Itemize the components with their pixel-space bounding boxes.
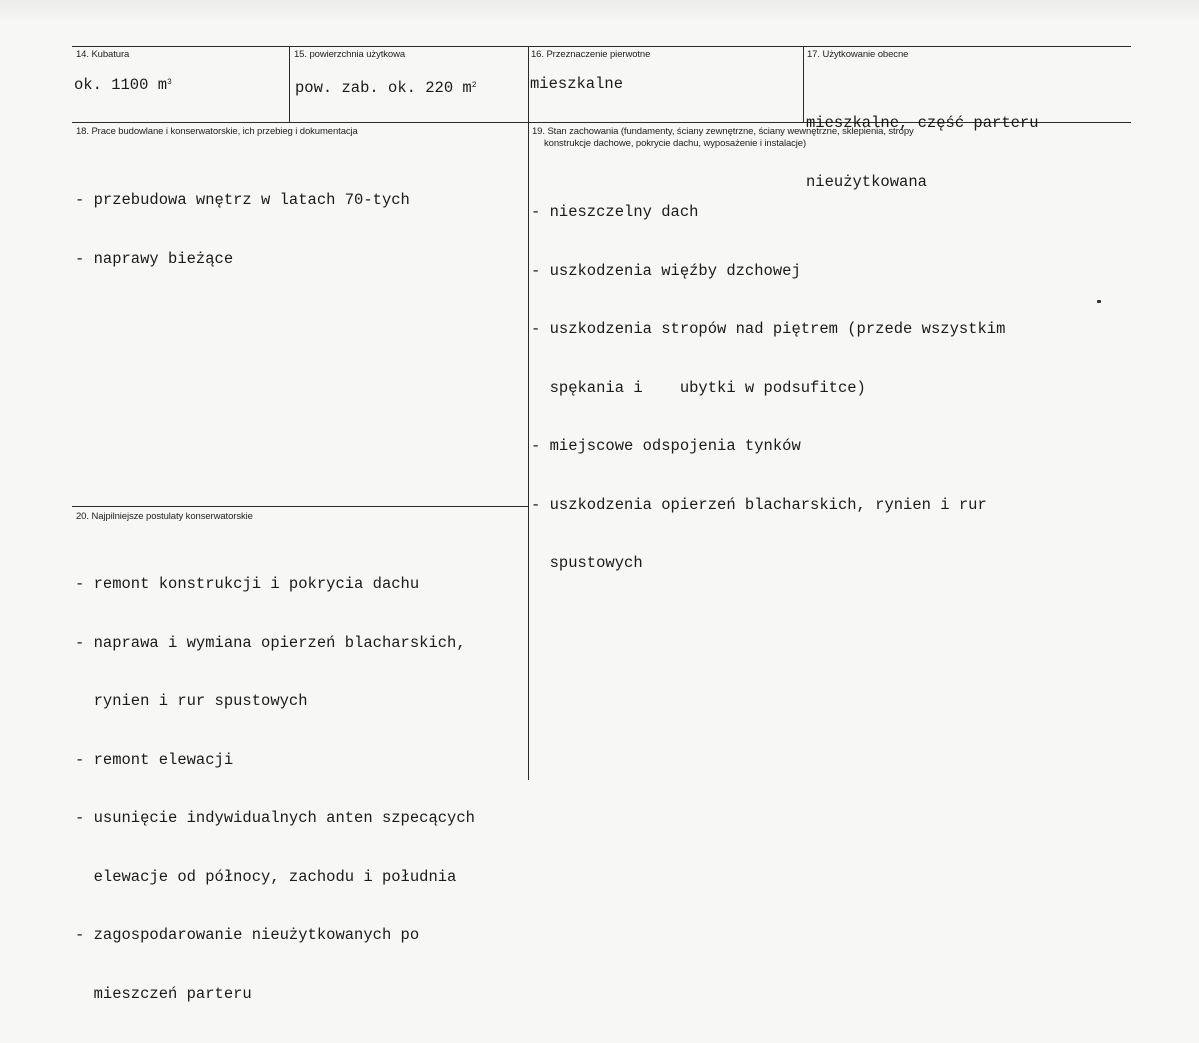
divider-15-16	[528, 46, 529, 780]
list-item: - naprawa i wymiana opierzeń blacharskich,	[75, 633, 466, 652]
postulaty-label: 20. Najpilniejsze postulaty konserwatorskie	[76, 511, 253, 522]
list-item: - remont konstrukcji i pokrycia dachu	[75, 575, 420, 593]
divider-14-15	[289, 46, 290, 123]
list-item: mieszczeń parteru	[75, 984, 252, 1003]
list-item: - uszkodzenia stropów nad piętrem (przede wszystkim	[531, 320, 1006, 338]
stan-list	[531, 164, 1005, 613]
list-item: elewacje od północy, zachodu i południa	[75, 867, 457, 886]
list-item: - zagospodarowanie nieużytkowanych po	[75, 926, 420, 944]
postulaty-list	[75, 536, 475, 1043]
cell20-top-border	[72, 506, 529, 507]
stan-label-line: konstrukcje dachowe, pokrycie dachu, wyposażenie i instalacje)	[544, 138, 807, 149]
divider-16-17	[803, 46, 804, 123]
top-border	[72, 46, 1131, 47]
list-item: - remont elewacji	[75, 750, 234, 769]
list-item: spękania i ubytki w podsufitce)	[531, 378, 866, 397]
kubatura-label: 14. Kubatura	[76, 49, 130, 60]
scan-speck	[1097, 300, 1101, 303]
powierzchnia-label: 15. powierzchnia użytkowa	[294, 49, 406, 60]
list-item: - miejscowe odspojenia tynków	[531, 437, 801, 455]
list-item: rynien i rur spustowych	[75, 692, 308, 710]
list-item: - przebudowa wnętrz w latach 70-tych	[75, 191, 410, 209]
uzytkowanie-line: nieużytkowana	[806, 172, 927, 191]
stan-label	[532, 126, 914, 150]
powierzchnia-value: pow. zab. ok. 220 $m^2$	[295, 79, 477, 97]
list-item: - uszkodzenia więźby dzchowej	[531, 261, 801, 280]
list-item: - naprawy bieżące	[75, 249, 234, 268]
przeznaczenie-value: mieszkalne	[530, 75, 624, 93]
list-item: - usunięcie indywidualnych anten szpecących	[75, 809, 475, 827]
prace-list	[75, 152, 410, 308]
list-item: spustowych	[531, 554, 643, 572]
przeznaczenie-label: 16. Przeznaczenie pierwotne	[531, 49, 651, 60]
uzytkowanie-line: mieszkalne, część parteru	[806, 114, 1039, 132]
scan-shadow	[0, 0, 1199, 22]
list-item: - uszkodzenia opierzeń blacharskich, rynien i rur	[531, 495, 987, 514]
list-item: - nieszczelny dach	[531, 203, 699, 221]
stan-label-line: 19. Stan zachowania (fundamenty, ściany zewnętrzne, ściany wewnętrzne, sklepienia, stropy	[532, 126, 914, 137]
uzytkowanie-label: 17. Użytkowanie obecne	[807, 49, 909, 60]
kubatura-value: ok. 1100 $m^3$	[74, 76, 172, 94]
prace-label: 18. Prace budowlane i konserwatorskie, ich przebieg i dokumentacja	[76, 126, 358, 137]
